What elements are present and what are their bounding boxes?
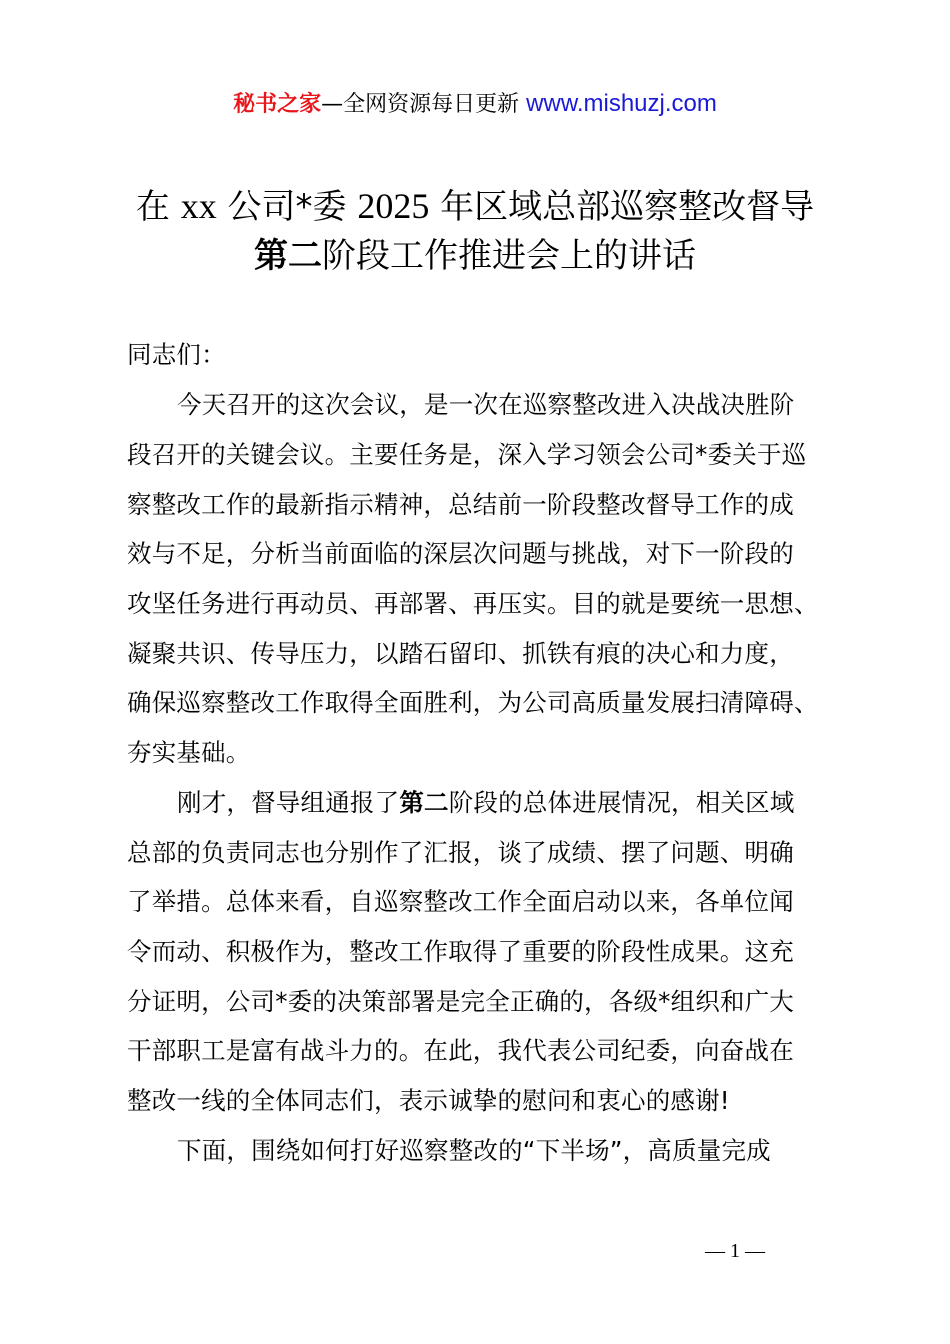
title-bold: 第二	[254, 236, 322, 276]
paragraph-line: 攻坚任务进行再动员、再部署、再压实。目的就是要统一思想、	[127, 589, 819, 618]
paragraph-line: 总部的负责同志也分别作了汇报，谈了成绩、摆了问题、明确	[127, 838, 794, 867]
header-tagline: —全网资源每日更新	[321, 92, 527, 117]
paragraph-line: 今天召开的这次会议，是一次在巡察整改进入决战决胜阶	[177, 390, 795, 419]
paragraph-line: 整改一线的全体同志们，表示诚挚的慰问和衷心的感谢!	[127, 1086, 730, 1115]
text-bold: 第二	[399, 788, 449, 817]
title-part: 在	[135, 187, 181, 227]
brand-name: 秘书之家	[233, 92, 322, 117]
text-part: 阶段的总体进展情况，相关区域	[448, 788, 795, 817]
title-part: 年区域总部巡察整改督导	[429, 187, 815, 227]
paragraph-line: 确保巡察整改工作取得全面胜利，为公司高质量发展扫清障碍、	[127, 688, 819, 717]
title-part: 公司*委	[216, 187, 358, 227]
site-header	[0, 88, 950, 121]
page-number: — 1 —	[705, 1240, 765, 1262]
paragraph-line: 了举措。总体来看，自巡察整改工作全面启动以来，各单位闻	[127, 887, 794, 916]
paragraph-line: 察整改工作的最新指示精神，总结前一阶段整改督导工作的成	[127, 490, 794, 519]
paragraph-line: 凝聚共识、传导压力，以踏石留印、抓铁有痕的决心和力度，	[127, 639, 794, 668]
salutation: 同志们：	[127, 340, 226, 369]
paragraph-line: 下面，围绕如何打好巡察整改的“下半场”，高质量完成	[177, 1136, 771, 1165]
paragraph-line: 效与不足，分析当前面临的深层次问题与挑战，对下一阶段的	[127, 539, 794, 568]
title-part: 阶段工作推进会上的讲话	[322, 236, 696, 276]
paragraph-line	[177, 786, 795, 820]
document-title-line1	[0, 184, 950, 229]
site-url[interactable]: www.mishuzj.com	[526, 90, 717, 117]
title-part: 2025	[357, 186, 430, 226]
text-part: 刚才，督导组通报了	[177, 788, 400, 817]
document-title-line2	[0, 234, 950, 278]
paragraph-line: 干部职工是富有战斗力的。在此，我代表公司纪委，向奋战在	[127, 1036, 794, 1065]
paragraph-line: 段召开的关键会议。主要任务是，深入学习领会公司*委关于巡	[127, 440, 807, 469]
paragraph-line: 令而动、积极作为，整改工作取得了重要的阶段性成果。这充	[127, 937, 794, 966]
title-part: xx	[180, 186, 217, 226]
paragraph-line: 夯实基础。	[127, 738, 251, 767]
paragraph-line: 分证明，公司*委的决策部署是完全正确的，各级*组织和广大	[127, 987, 795, 1016]
